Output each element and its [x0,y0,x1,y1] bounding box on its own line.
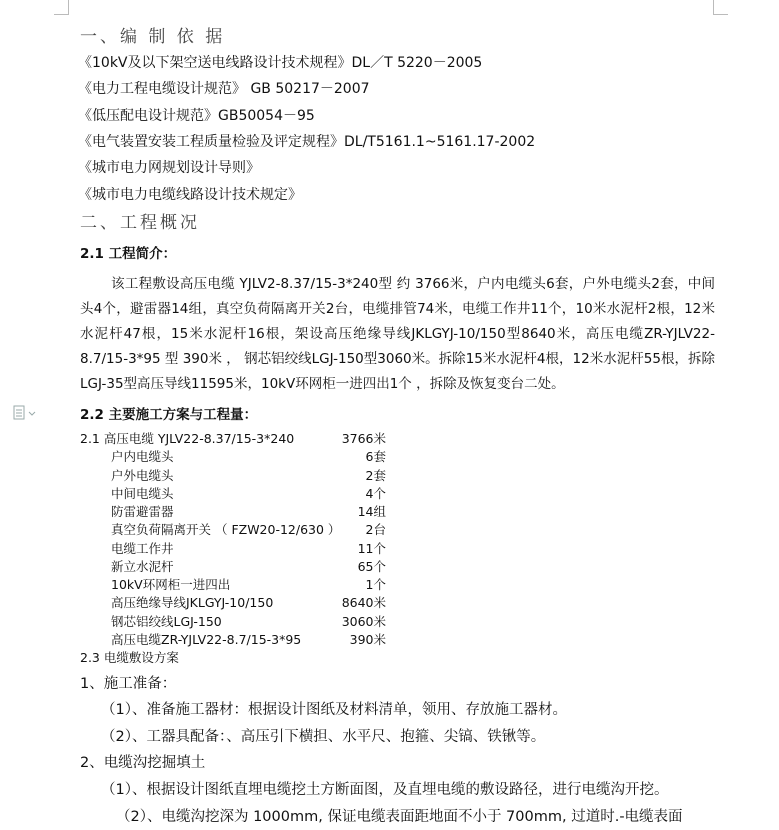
document-options-icon[interactable] [12,405,38,421]
step-item: （1）、准备施工器材：根据设计图纸及材料清单，领用、存放施工器材。 [101,702,567,718]
step-heading-preparation: 1、施工准备： [80,676,177,692]
subsection-heading-plan: 2.2 主要施工方案与工程量： [80,407,258,423]
subsection-heading-cable-plan: 2.3 电缆敷设方案 [80,650,179,665]
step-heading-trench: 2、电缆沟挖掘填土 [80,755,206,771]
step-item: （2）、工器具配备：、高压引下横担、水平尺、抱箍、尖镐、铁锹等。 [101,729,546,745]
quantity-item-name: 高压绝缘导线JKLGYJ-10/150 [111,595,274,610]
quantity-item-name: 钢芯铝绞线LGJ-150 [111,614,222,629]
quantity-item-name: 2.1 高压电缆 YJLV22-8.37/15-3*240 [80,431,295,446]
quantity-item-name: 户内电缆头 [111,449,174,464]
intro-paragraph: 该工程敷设高压电缆 YJLV2-8.37/15-3*240型 约 3766米，户内电缆头6套，户外电缆头2套，中间头4个，避雷器14组，真空负荷隔离开关2台，电缆排管74米，电缆工作井11个，10米水泥杆2根，12米水泥杆47根，15米水泥杆16根，架设高压绝缘导线JKLGYJ-10/150型8640米，高压电缆ZR-YJLV22-8.7/15-3*95 型 390米 ， 钢芯铝绞线LGJ-150型3060米。拆除15米水泥杆4根，12米水泥杆55根，拆除LGJ-35型高压导线11595米，10kV环网柜一进四出1个 ，拆除及恢复变台二处。 [80,276,715,392]
quantity-item-value: 3766米 [341,431,386,446]
page-corner-mark-right [713,0,728,15]
step-item: （1）、根据设计图纸直埋电缆挖土方断面图，及直埋电缆的敷设路径，进行电缆沟开挖。 [101,782,669,798]
subsection-heading-intro: 2.1 工程简介： [80,246,177,262]
reference-line: 《城市电力网规划设计导则》 [78,160,260,176]
reference-line: 《低压配电设计规范》GB50054－95 [78,108,315,124]
quantity-item-value: 3060米 [341,614,386,629]
section-heading-overview: 二、工程概况 [80,213,200,233]
quantity-item-value: 1个 [365,577,386,592]
reference-line: 《电气装置安装工程质量检验及评定规程》DL/T5161.1~5161.17-2002 [78,134,536,150]
quantity-item-name: 真空负荷隔离开关 （ FZW20-12/630 ） [111,522,341,537]
quantity-item-name: 中间电缆头 [111,486,174,501]
quantity-item-value: 2套 [365,468,386,483]
quantity-item-value: 65个 [357,559,386,574]
quantity-item-name: 新立水泥杆 [111,559,174,574]
reference-line: 《电力工程电缆设计规范》 GB 50217－2007 [78,81,370,97]
quantity-item-value: 390米 [349,632,386,647]
page-corner-mark-left [54,0,69,15]
quantity-item-name: 电缆工作井 [111,541,174,556]
quantity-item-value: 6套 [365,449,386,464]
quantity-item-value: 8640米 [341,595,386,610]
quantity-item-value: 11个 [357,541,386,556]
quantity-item-name: 10kV环网柜一进四出 [111,577,231,592]
reference-line: 《10kV及以下架空送电线路设计技术规程》DL／T 5220－2005 [78,55,483,71]
quantity-item-value: 4个 [365,486,386,501]
quantity-item-value: 2台 [365,522,386,537]
quantity-item-value: 14组 [357,504,386,519]
section-heading-basis: 一、编 制 依 据 [80,27,226,47]
reference-line: 《城市电力电缆线路设计技术规定》 [78,187,302,203]
quantity-item-name: 高压电缆ZR-YJLV22-8.7/15-3*95 [111,632,302,647]
quantity-item-name: 户外电缆头 [111,468,174,483]
step-item: （2）、电缆沟挖深为 1000mm, 保证电缆表面距地面不小于 700mm, 过道时.-电缆表面 [116,809,683,825]
quantity-item-name: 防雷避雷器 [111,504,174,519]
